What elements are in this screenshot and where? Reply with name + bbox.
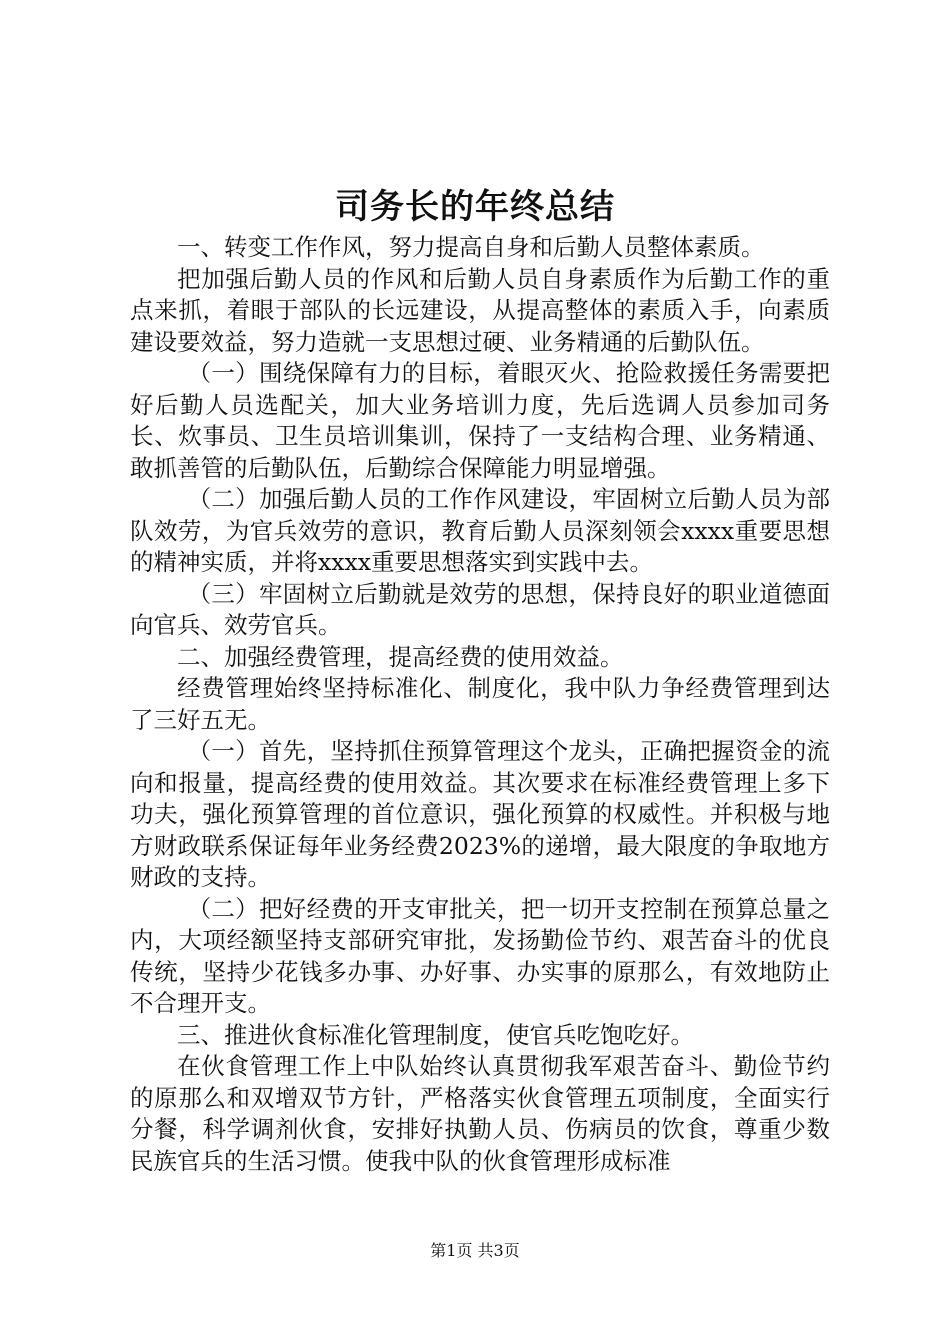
page-footer: 第1页 共3页: [430, 1241, 520, 1260]
paragraph-section-3-intro: 在伙食管理工作上中队始终认真贯彻我军艰苦奋斗、勤俭节约的原那么和双增双节方针，严格落实伙食管理五项制度，全面实行分餐，科学调剂伙食，安排好执勤人员、伤病员的饮食，尊重少数民族官兵的生活习惯。使我中队的伙食管理形成标准: [130, 1052, 830, 1175]
paragraph-section-1-heading: 一、转变工作作风，努力提高自身和后勤人员整体素质。: [177, 233, 765, 261]
paragraph-section-2-intro: 经费管理始终坚持标准化、制度化，我中队力争经费管理到达了三好五无。: [130, 674, 830, 734]
paragraph-section-1-intro: 把加强后勤人员的作风和后勤人员自身素质作为后勤工作的重点来抓，着眼于部队的长远建设，从提高整体的素质入手，向素质建设要效益，努力造就一支思想过硬、业务精通的后勤队伍。: [130, 264, 830, 356]
paragraph-section-1-item-2: （二）加强后勤人员的工作作风建设，牢固树立后勤人员为部队效劳，为官兵效劳的意识，教育后勤人员深刻领会xxxx重要思想的精神实质，并将xxxx重要思想落实到实践中去。: [130, 485, 830, 576]
paragraph-section-2-item-2: （二）把好经费的开支审批关，把一切开支控制在预算总量之内，大项经额坚持支部研究审批，发扬勤俭节约、艰苦奋斗的优良传统，坚持少花钱多办事、办好事、办实事的原那么，有效地防止不合理开支。: [130, 894, 830, 1017]
document-title: 司务长的年终总结: [335, 187, 615, 227]
paragraph-section-1-item-3: （三）牢固树立后勤就是效劳的思想，保持良好的职业道德面向官兵、效劳官兵。: [130, 579, 830, 639]
document-body: [130, 232, 830, 1177]
paragraph-section-2-item-1: （一）首先，坚持抓住预算管理这个龙头，正确把握资金的流向和报量，提高经费的使用效益。其次要求在标准经费管理上多下功夫，强化预算管理的首位意识，强化预算的权威性。并积极与地方财政联系保证每年业务经费2023%的递增，最大限度的争取地方财政的支持。: [130, 737, 830, 891]
paragraph-section-1-item-1: （一）围绕保障有力的目标，着眼灭火、抢险救援任务需要把好后勤人员选配关，加大业务培训力度，先后选调人员参加司务长、炊事员、卫生员培训集训，保持了一支结构合理、业务精通、敢抓善管的后勤队伍，后勤综合保障能力明显增强。: [130, 359, 830, 482]
paragraph-section-2-heading: 二、加强经费管理，提高经费的使用效益。: [177, 642, 624, 671]
paragraph-section-3-heading: 三、推进伙食标准化管理制度，使官兵吃饱吃好。: [177, 1020, 694, 1049]
